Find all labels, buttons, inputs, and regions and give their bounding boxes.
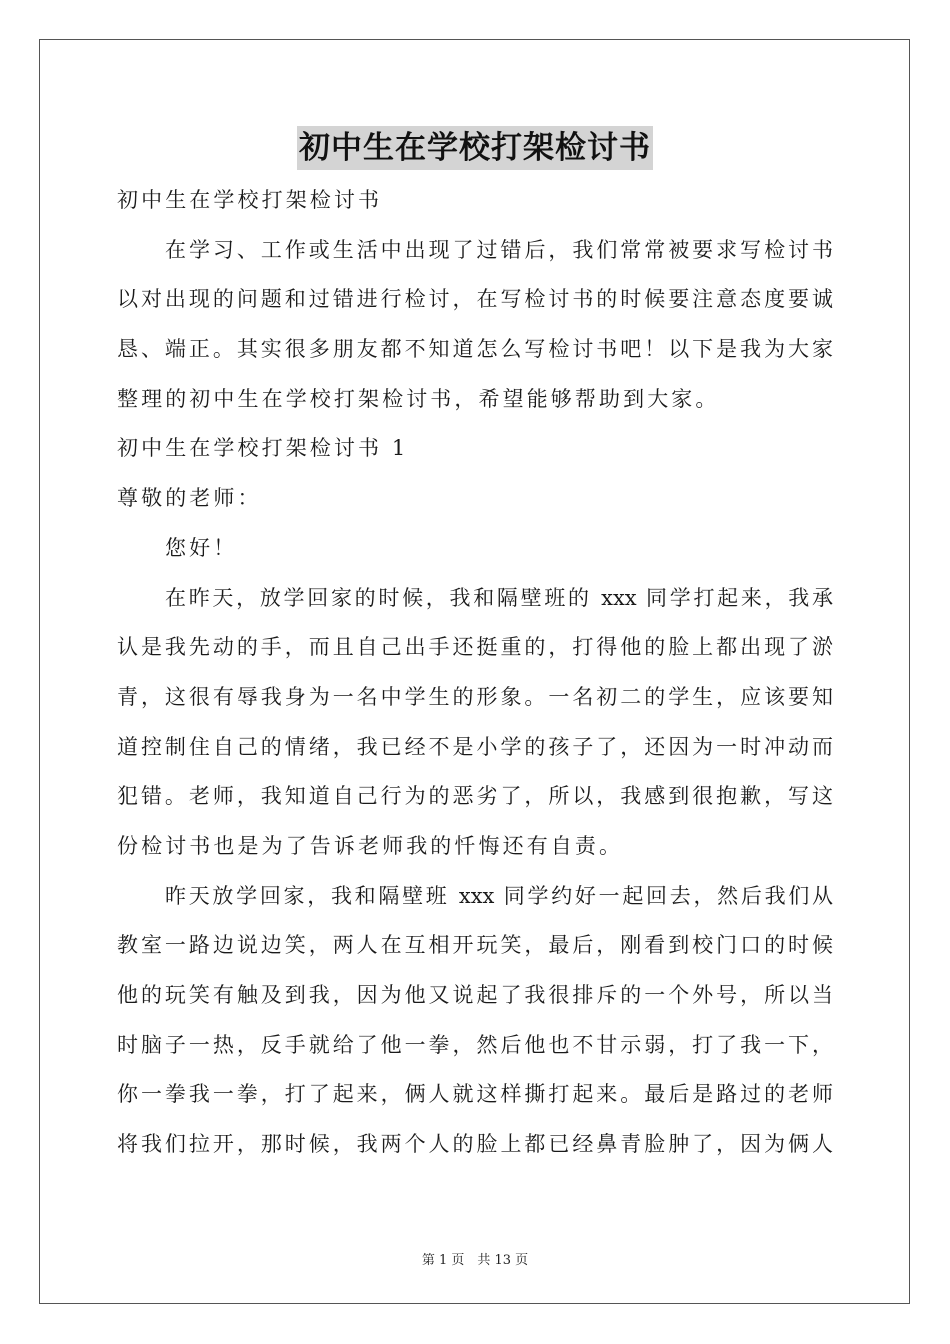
text-line: 在学习、工作或生活中出现了过错后，我们常常被要求写检讨书: [165, 237, 833, 262]
title-container: [0, 126, 950, 170]
text-line: 犯错。老师，我知道自己行为的恶劣了，所以，我感到很抱歉，写这: [117, 784, 833, 809]
text-line: 整理的初中生在学校打架检讨书，希望能够帮助到大家。: [117, 386, 720, 411]
text-line: 教室一路边说边笑，两人在互相开玩笑，最后，刚看到校门口的时候: [117, 933, 833, 958]
text-line: 认是我先动的手，而且自己出手还挺重的，打得他的脸上都出现了淤: [117, 635, 833, 660]
text-line: 您好！: [165, 535, 238, 560]
text-line: 份检讨书也是为了告诉老师我的忏悔还有自责。: [117, 833, 624, 858]
text-line: 将我们拉开，那时候，我两个人的脸上都已经鼻青脸肿了，因为俩人: [117, 1132, 833, 1157]
text-line: 他的玩笑有触及到我，因为他又说起了我很排斥的一个外号，所以当: [117, 983, 833, 1007]
text-line: 昨天放学回家，我和隔壁班 xxx 同学约好一起回去，然后我们从: [165, 883, 833, 908]
document-body: [117, 176, 833, 1170]
text-line: 在昨天，放学回家的时候，我和隔壁班的 xxx 同学打起来，我承: [165, 585, 833, 610]
text-line: 恳、端正。其实很多朋友都不知道怎么写检讨书吧！以下是我为大家: [117, 337, 833, 362]
text-line: 初中生在学校打架检讨书: [117, 188, 383, 212]
document-title: 初中生在学校打架检讨书: [297, 126, 653, 170]
text-line: 时脑子一热，反手就给了他一拳，然后他也不甘示弱，打了我一下，: [117, 1032, 833, 1057]
page-footer: 第 1 页 共 13 页: [421, 1253, 529, 1268]
text-line: 初中生在学校打架检讨书 1: [117, 436, 409, 461]
text-line: 以对出现的问题和过错进行检讨，在写检讨书的时候要注意态度要诚: [117, 287, 833, 312]
text-line: 你一拳我一拳，打了起来，俩人就这样撕打起来。最后是路过的老师: [117, 1082, 833, 1107]
text-line: 青，这很有辱我身为一名中学生的形象。一名初二的学生，应该要知: [117, 684, 833, 709]
text-line: 尊敬的老师：: [117, 486, 262, 511]
text-line: 道控制住自己的情绪，我已经不是小学的孩子了，还因为一时冲动而: [117, 734, 833, 759]
